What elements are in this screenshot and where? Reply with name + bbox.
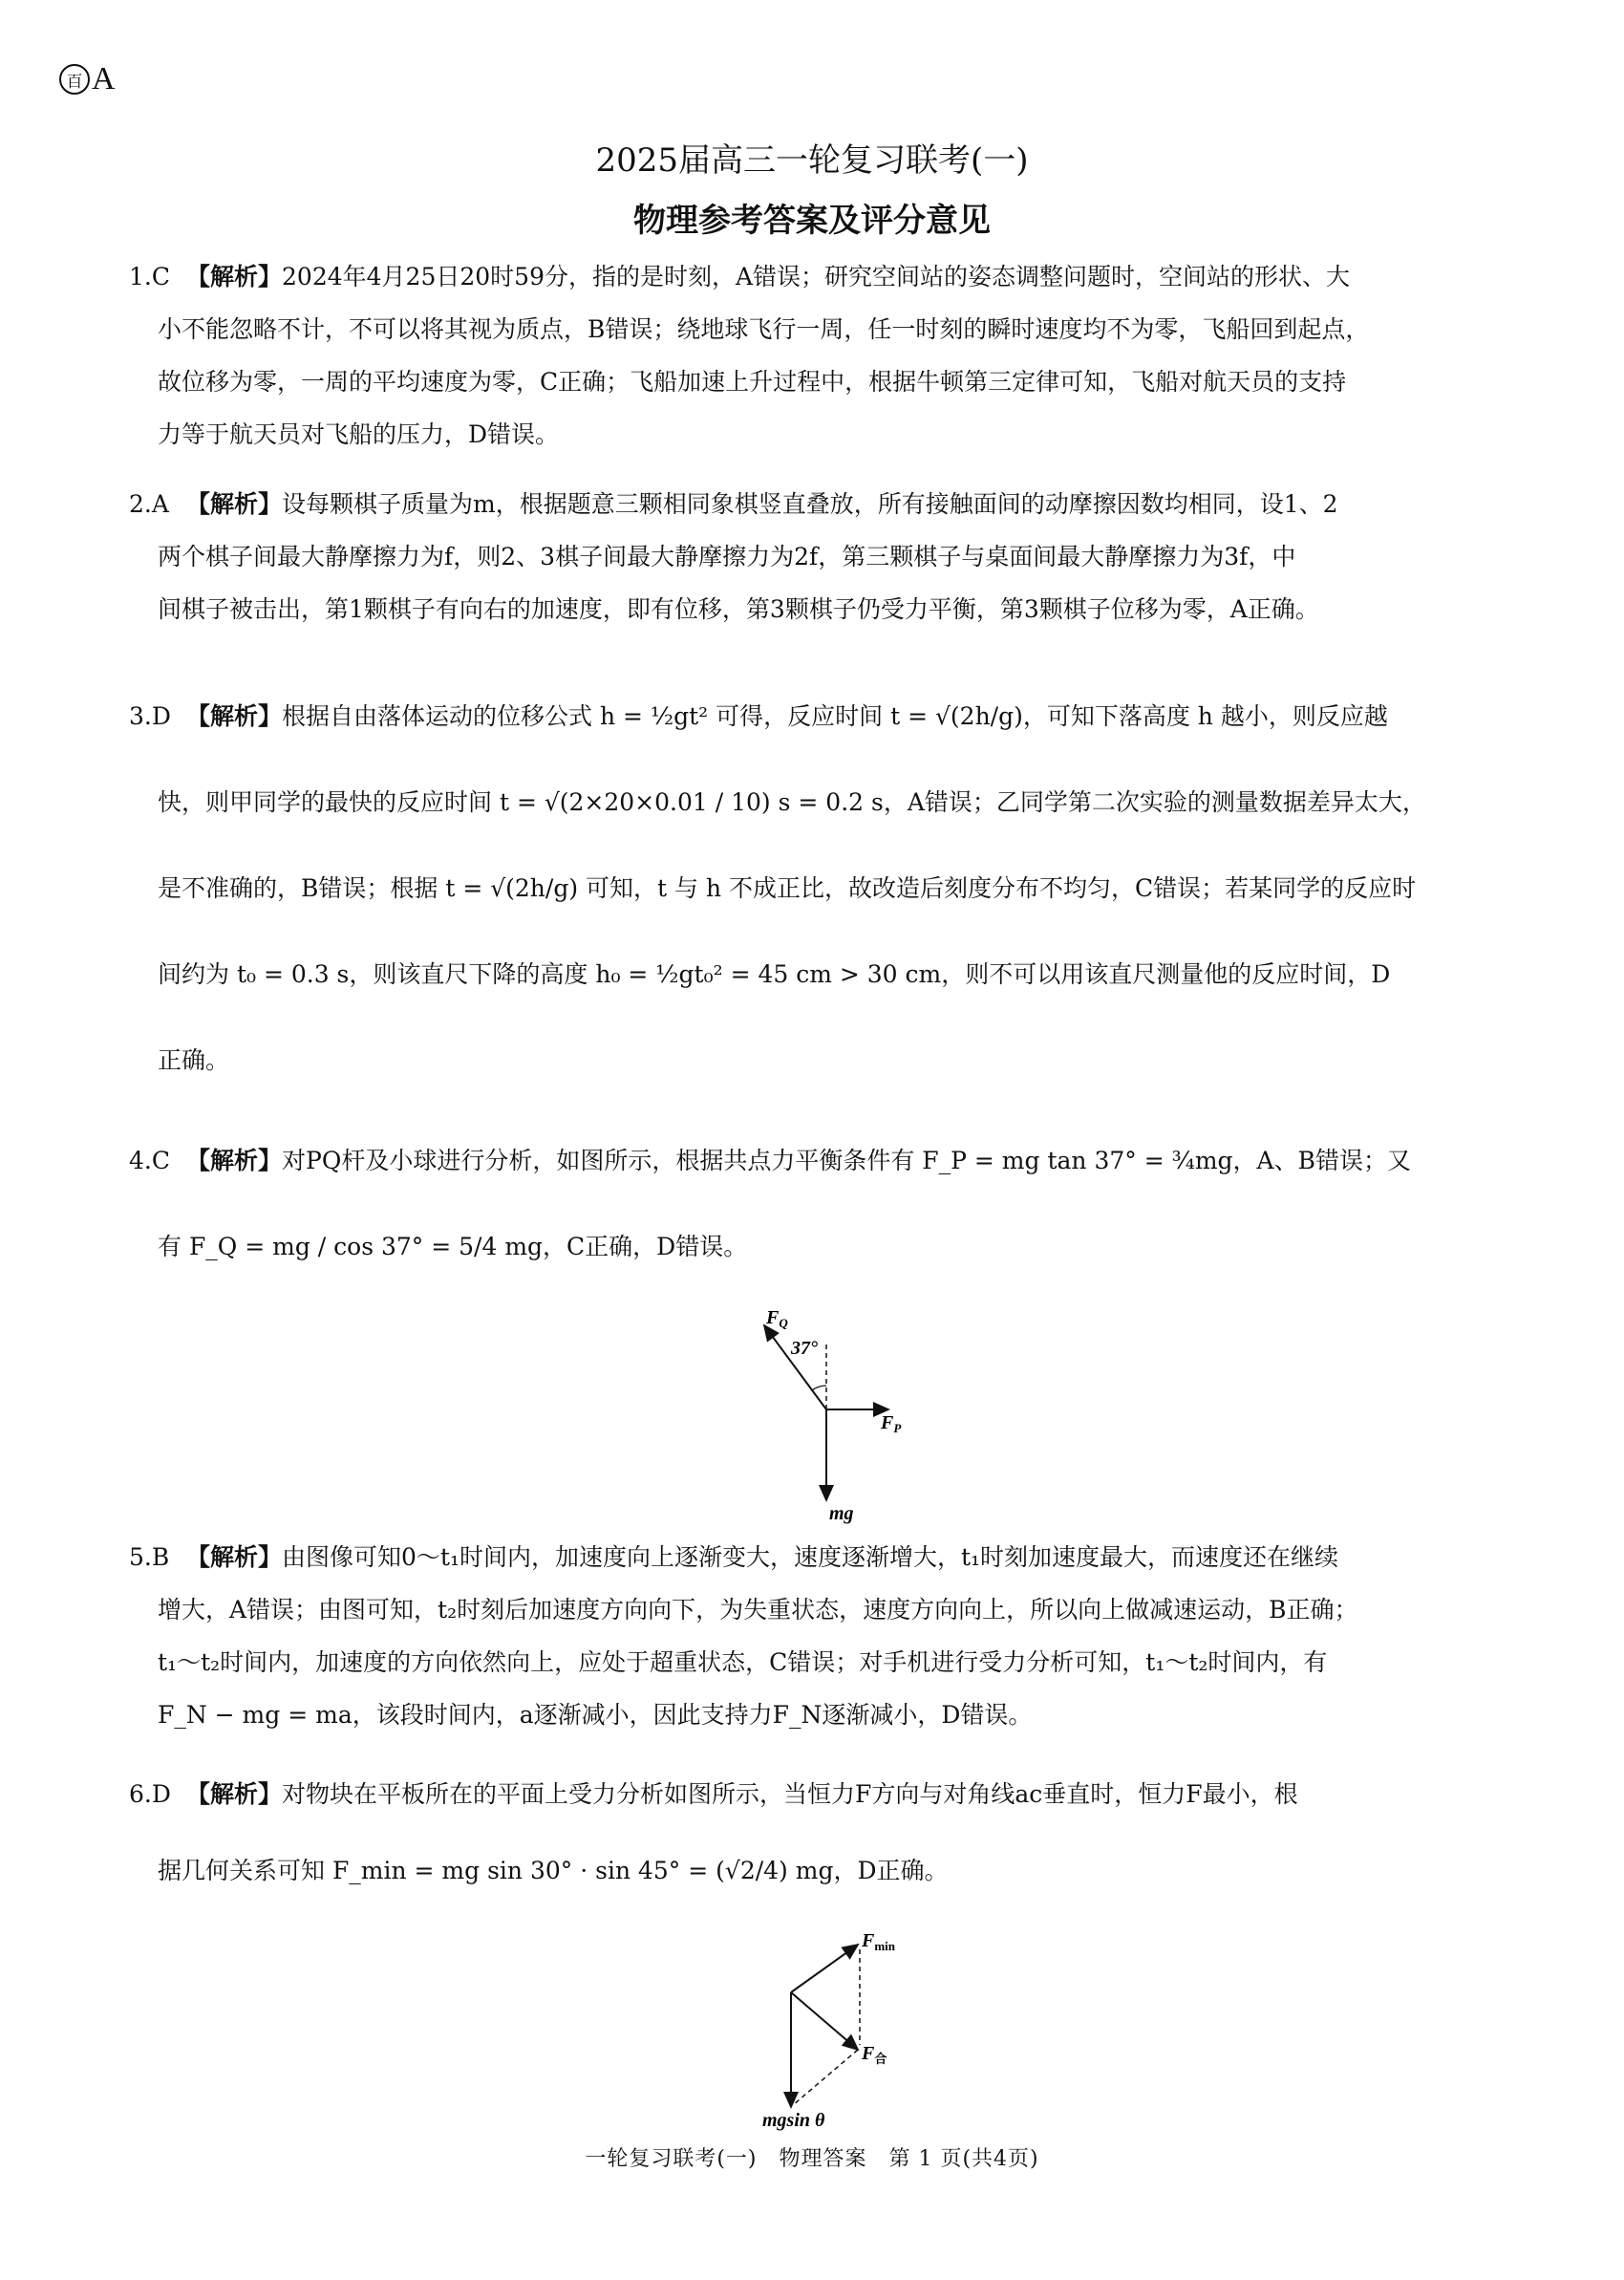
label-mgsin: mgsin θ bbox=[762, 2110, 825, 2131]
line-text: 对物块在平板所在的平面上受力分析如图所示，当恒力F方向与对角线ac垂直时，恒力F最小，根 bbox=[282, 1780, 1298, 1808]
page-title: 2025届高三一轮复习联考(一) bbox=[595, 141, 1029, 180]
line-text: 由图像可知0～t₁时间内，加速度向上逐渐变大，速度逐渐增大，t₁时刻加速度最大，而速度还在继续 bbox=[282, 1543, 1339, 1571]
page-subtitle: 物理参考答案及评分意见 bbox=[633, 202, 991, 240]
question-number: 4.C bbox=[129, 1147, 170, 1174]
label-fp: $F_P$ bbox=[881, 1412, 902, 1435]
question-line: t₁～t₂时间内，加速度的方向依然向上，应处于超重状态，C错误；对手机进行受力分析可知，t₁～t₂时间内，有 bbox=[158, 1648, 1328, 1676]
question-line: 有 F_Q = mg / cos 37° = 5/4 mg，C正确，D错误。 bbox=[158, 1233, 748, 1260]
force-diagram-q4 bbox=[745, 1304, 936, 1524]
analysis-tag: 【解析】 bbox=[186, 1147, 283, 1174]
label-fmin: $F_{min}$ bbox=[862, 1930, 896, 1953]
question-line: 两个棋子间最大静摩擦力为f，则2、3棋子间最大静摩擦力为2f，第三颗棋子与桌面间最大静摩擦力为3f，中 bbox=[158, 543, 1296, 570]
question-4 bbox=[129, 1118, 1476, 1290]
question-line: 小不能忽略不计，不可以将其视为质点，B错误；绕地球飞行一周，任一时刻的瞬时速度均不为零，飞船回到起点， bbox=[158, 315, 1370, 343]
question-number: 1.C bbox=[129, 263, 170, 290]
line-text: 对PQ杆及小球进行分析，如图所示，根据共点力平衡条件有 F_P = mg tan 37° = ¾mg，A、B错误；又 bbox=[282, 1147, 1411, 1174]
analysis-tag: 【解析】 bbox=[186, 1543, 283, 1571]
question-line: 间棋子被击出，第1颗棋子有向右的加速度，即有位移，第3颗棋子仍受力平衡，第3颗棋子位移为零，A正确。 bbox=[158, 595, 1319, 623]
analysis-tag: 【解析】 bbox=[186, 263, 283, 290]
label-fq: $F_Q$ bbox=[766, 1307, 788, 1330]
question-line: 力等于航天员对飞船的压力，D错误。 bbox=[158, 420, 560, 448]
line-text: 根据自由落体运动的位移公式 h = ½gt² 可得，反应时间 t = √(2h/g)，可知下落高度 h 越小，则反应越 bbox=[282, 702, 1388, 730]
logo-circle-char: 百 bbox=[59, 64, 90, 95]
question-line: 是不准确的，B错误；根据 t = √(2h/g) 可知，t 与 h 不成正比，故改造后刻度分布不均匀，C错误；若某同学的反应时 bbox=[158, 874, 1417, 902]
line-text: 设每颗棋子质量为m，根据题意三颗相同象棋竖直叠放，所有接触面间的动摩擦因数均相同，设1、2 bbox=[282, 490, 1338, 518]
label-angle: 37° bbox=[791, 1338, 818, 1359]
analysis-tag: 【解析】 bbox=[186, 702, 283, 730]
label-fhe: $F_合$ bbox=[862, 2043, 887, 2066]
dashed-line-diagonal bbox=[793, 2050, 858, 2105]
question-line bbox=[129, 1118, 1476, 1204]
force-diagram-q6 bbox=[745, 1925, 936, 2131]
question-line: 正确。 bbox=[158, 1046, 230, 1074]
question-line: 间约为 t₀ = 0.3 s，则该直尺下降的高度 h₀ = ½gt₀² = 45 cm > 30 cm，则不可以用该直尺测量他的反应时间，D bbox=[158, 960, 1391, 988]
question-2 bbox=[129, 478, 1476, 635]
question-line: 故位移为零，一周的平均速度为零，C正确；飞船加速上升过程中，根据牛顿第三定律可知，飞船对航天员的支持 bbox=[158, 368, 1347, 396]
question-line bbox=[129, 250, 1476, 303]
question-number: 6.D bbox=[129, 1780, 171, 1808]
question-line bbox=[129, 1756, 1476, 1833]
question-line bbox=[129, 674, 1476, 760]
question-6 bbox=[129, 1756, 1476, 1909]
page-footer: 一轮复习联考(一) 物理答案 第 1 页(共4页) bbox=[585, 2147, 1039, 2171]
brand-logo bbox=[59, 61, 116, 97]
question-3 bbox=[129, 674, 1476, 1104]
force-arrow-fmin bbox=[791, 1945, 858, 1992]
analysis-tag: 【解析】 bbox=[186, 490, 283, 518]
question-number: 5.B bbox=[129, 1543, 170, 1571]
question-line bbox=[129, 1531, 1476, 1583]
logo-letter: A bbox=[92, 61, 116, 97]
question-number: 3.D bbox=[129, 702, 171, 730]
angle-arc bbox=[812, 1386, 826, 1390]
question-line: 据几何关系可知 F_min = mg sin 30° · sin 45° = (√2/4) mg，D正确。 bbox=[158, 1857, 949, 1884]
question-5 bbox=[129, 1531, 1476, 1741]
question-1 bbox=[129, 250, 1476, 461]
question-line: 增大，A错误；由图可知，t₂时刻后加速度方向向下，为失重状态，速度方向向上，所以向上做减速运动，B正确； bbox=[158, 1596, 1358, 1624]
line-text: 2024年4月25日20时59分，指的是时刻，A错误；研究空间站的姿态调整问题时，空间站的形状、大 bbox=[282, 263, 1351, 290]
question-number: 2.A bbox=[129, 490, 169, 518]
question-line bbox=[129, 478, 1476, 530]
label-mg: mg bbox=[829, 1503, 854, 1524]
force-arrow-fhe bbox=[791, 1992, 858, 2050]
question-line: 快，则甲同学的最快的反应时间 t = √(2×20×0.01 / 10) s = 0.2 s，A错误；乙同学第二次实验的测量数据差异太大， bbox=[158, 788, 1426, 816]
analysis-tag: 【解析】 bbox=[186, 1780, 283, 1808]
question-line: F_N − mg = ma，该段时间内，a逐渐减小，因此支持力F_N逐渐减小，D错误。 bbox=[158, 1701, 1033, 1729]
